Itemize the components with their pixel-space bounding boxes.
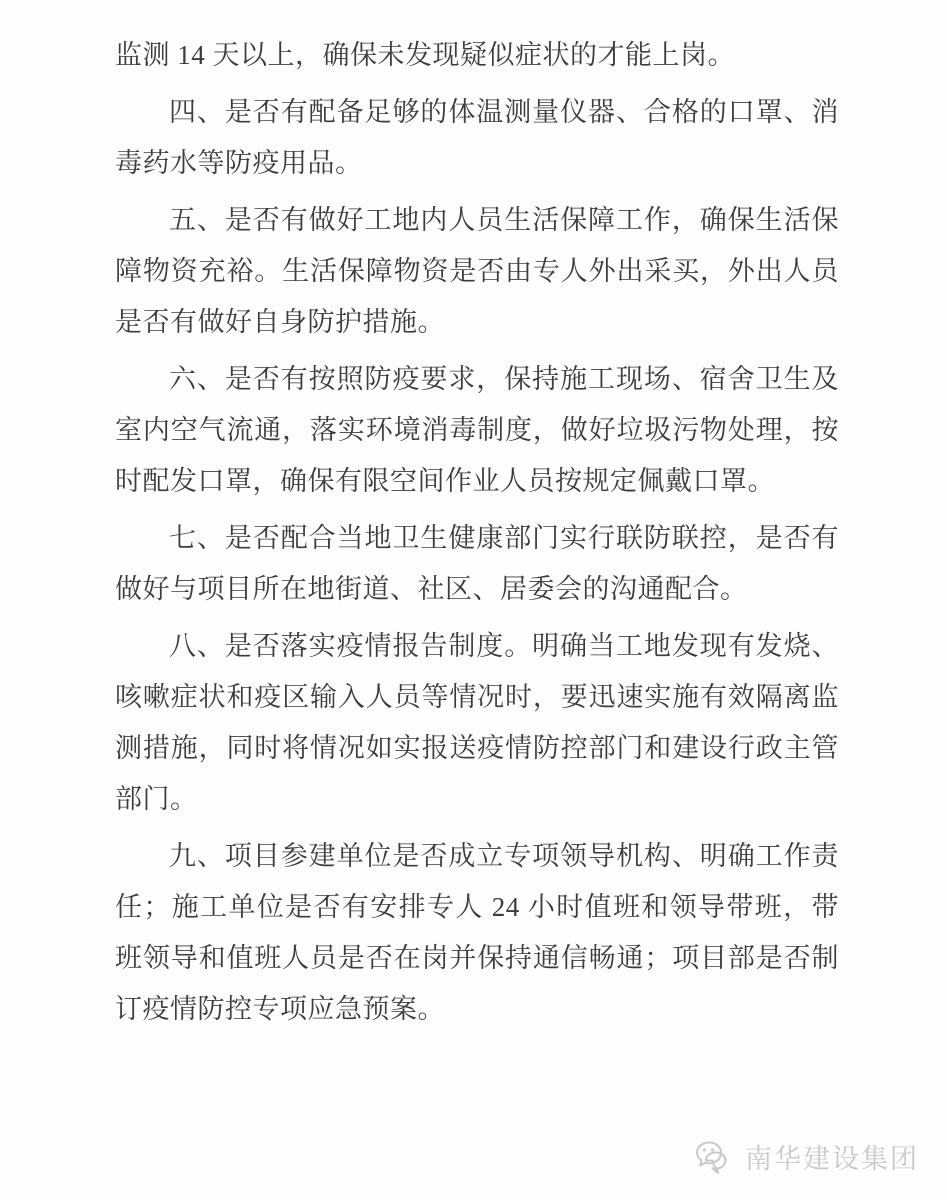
paragraph-item-7: 七、是否配合当地卫生健康部门实行联防联控，是否有做好与项目所在地街道、社区、居委会的沟通配合。	[115, 523, 839, 604]
paragraph-item-5: 五、是否有做好工地内人员生活保障工作，确保生活保障物资充裕。生活保障物资是否由专人外出采买，外出人员是否有做好自身防护措施。	[115, 205, 839, 337]
watermark-label: 南华建设集团	[745, 1144, 919, 1174]
paragraph-item-4: 四、是否有配备足够的体温测量仪器、合格的口罩、消毒药水等防疫用品。	[115, 97, 839, 178]
paragraph-item-9: 九、项目参建单位是否成立专项领导机构、明确工作责任；施工单位是否有安排专人 24 小时值班和领导带班，带班领导和值班人员是否在岗并保持通信畅通；项目部是否制订疫情防控专项应急预案。	[115, 841, 839, 1024]
paragraph-item-8: 八、是否落实疫情报告制度。明确当工地发现有发烧、咳嗽症状和疫区输入人员等情况时，要迅速实施有效隔离监测措施，同时将情况如实报送疫情防控部门和建设行政主管部门。	[115, 631, 839, 814]
wechat-icon	[693, 1139, 735, 1175]
paragraph-continuation: 监测 14 天以上，确保未发现疑似症状的才能上岗。	[115, 40, 735, 70]
paragraph-item-6: 六、是否有按照防疫要求，保持施工现场、宿舍卫生及室内空气流通，落实环境消毒制度，做好垃圾污物处理，按时配发口罩，确保有限空间作业人员按规定佩戴口罩。	[115, 364, 839, 496]
watermark	[693, 1137, 919, 1176]
document-text	[115, 30, 839, 1035]
